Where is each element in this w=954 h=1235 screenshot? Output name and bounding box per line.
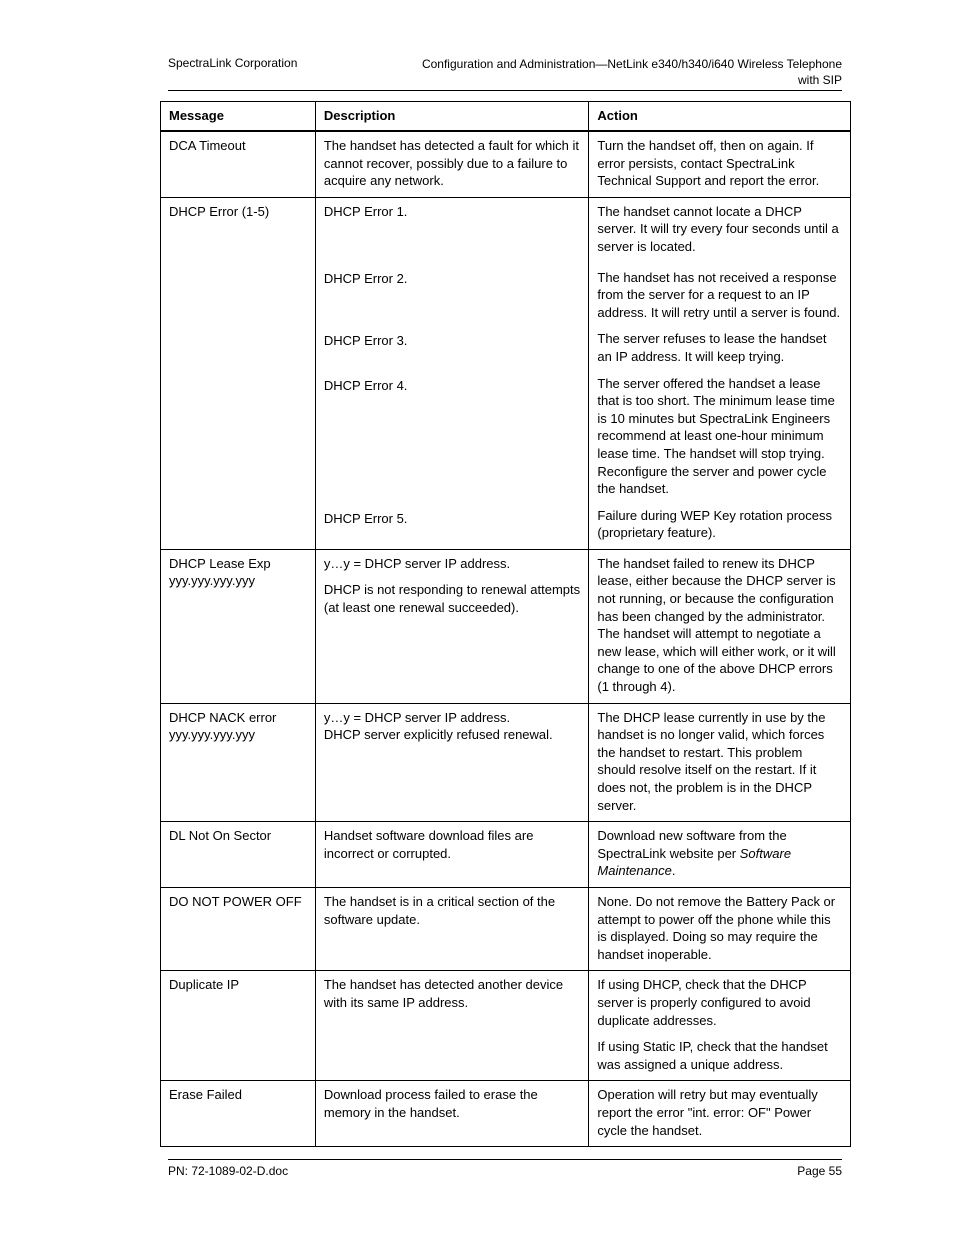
message-table	[160, 101, 851, 1147]
action-cell: None. Do not remove the Battery Pack or attempt to power off the phone while this is displayed. Doing so may require the handset inoperable.	[589, 887, 851, 970]
message-cell	[161, 703, 316, 822]
action-text: Download new software from the SpectraLink website per	[597, 828, 787, 861]
dhcp-error-1-desc: DHCP Error 1.	[323, 203, 408, 219]
description-paragraph: DHCP is not responding to renewal attempts (at least one renewal succeeded).	[323, 582, 581, 616]
action-cell	[589, 197, 851, 549]
table-row	[161, 887, 851, 970]
message-line: DHCP NACK error	[169, 709, 277, 725]
message-cell: DHCP Error (1-5)	[161, 197, 316, 549]
action-cell: Turn the handset off, then on again. If error persists, contact SpectraLink Technical Support and report the error.	[589, 131, 851, 197]
description-cell: The handset has detected a fault for which it cannot recover, possibly due to a failure to acquire any network.	[315, 131, 589, 197]
column-header-description: Description	[315, 102, 589, 132]
dhcp-error-5-action: Failure during WEP Key rotation process (proprietary feature).	[597, 507, 832, 541]
description-cell	[315, 197, 589, 549]
dhcp-error-4-action: The server offered the handset a lease that is too short. The minimum lease time is 10 minutes but SpectraLink Engineers recommend at least one-hour minimum lease time. The handset will stop trying. Reconfigure the server and power cycle the handset.	[597, 375, 835, 497]
dhcp-error-2-action: The handset has not received a response from the server for a request to an IP address. It will retry until a server is found.	[597, 269, 841, 320]
page-number: Page 55	[797, 1164, 842, 1178]
action-text-suffix: .	[671, 863, 676, 879]
dhcp-error-5-desc: DHCP Error 5.	[323, 510, 408, 526]
message-cell: Erase Failed	[161, 1081, 316, 1147]
dhcp-error-4-desc: DHCP Error 4.	[323, 377, 408, 393]
dhcp-error-1-action: The handset cannot locate a DHCP server. It will try every four seconds until a server is located.	[597, 203, 839, 254]
message-address: yyy.yyy.yyy.yyy	[169, 573, 255, 589]
description-paragraph: y…y = DHCP server IP address.	[323, 555, 511, 571]
message-line: DHCP Lease Exp	[169, 555, 271, 571]
message-cell: DL Not On Sector	[161, 822, 316, 888]
description-cell: Handset software download files are incorrect or corrupted.	[315, 822, 589, 888]
table-header-row	[161, 102, 851, 132]
document-title-line2: with SIP	[797, 73, 842, 87]
action-paragraph: If using DHCP, check that the DHCP server is properly configured to avoid duplicate addresses.	[597, 977, 811, 1028]
description-cell: The handset is in a critical section of the software update.	[315, 887, 589, 970]
description-cell: The handset has detected another device with its same IP address.	[315, 971, 589, 1081]
table-row	[161, 822, 851, 888]
dhcp-error-3-desc: DHCP Error 3.	[323, 332, 408, 348]
table-row	[161, 131, 851, 197]
document-title-line1: Configuration and Administration—NetLink e340/h340/i640 Wireless Telephone	[421, 57, 842, 71]
action-cell: The handset failed to renew its DHCP lease, either because the DHCP server is not running, or because the configuration has been changed by the administrator. The handset will attempt to negotiate a new lease, which will either work, or it will change to one of the above DHCP errors (1 through 4).	[589, 549, 851, 703]
description-line: y…y = DHCP server IP address.	[323, 709, 511, 725]
table-row	[161, 1081, 851, 1147]
message-cell: DCA Timeout	[161, 131, 316, 197]
action-paragraph: If using Static IP, check that the handset was assigned a unique address.	[597, 1039, 828, 1072]
message-cell: Duplicate IP	[161, 971, 316, 1081]
dhcp-error-3-action: The server refuses to lease the handset an IP address. It will keep trying.	[597, 331, 827, 364]
software-maintenance-reference: Software Maintenance	[597, 845, 792, 879]
action-cell	[589, 971, 851, 1081]
dhcp-error-2-desc: DHCP Error 2.	[323, 270, 408, 286]
description-cell: Download process failed to erase the memory in the handset.	[315, 1081, 589, 1147]
message-cell	[161, 549, 316, 703]
page-header	[168, 54, 842, 91]
table-row	[161, 197, 851, 549]
column-header-action: Action	[589, 102, 851, 132]
table-row	[161, 549, 851, 703]
action-cell: Operation will retry but may eventually report the error "int. error: OF" Power cycle the handset.	[589, 1081, 851, 1147]
description-cell	[315, 703, 589, 822]
table-row	[161, 971, 851, 1081]
action-cell: The DHCP lease currently in use by the handset is no longer valid, which forces the handset to restart. This problem should resolve itself on the restart. If it does not, the problem is in the DHCP server.	[589, 703, 851, 822]
action-cell	[589, 822, 851, 888]
message-cell: DO NOT POWER OFF	[161, 887, 316, 970]
document-number: PN: 72-1089-02-D.doc	[168, 1164, 289, 1178]
page-footer	[168, 1159, 842, 1178]
description-cell	[315, 549, 589, 703]
message-address: yyy.yyy.yyy.yyy	[169, 727, 255, 743]
description-line: DHCP server explicitly refused renewal.	[323, 727, 553, 743]
table-row	[161, 703, 851, 822]
column-header-message: Message	[161, 102, 316, 132]
document-title	[402, 56, 842, 88]
company-name: SpectraLink Corporation	[168, 56, 298, 70]
